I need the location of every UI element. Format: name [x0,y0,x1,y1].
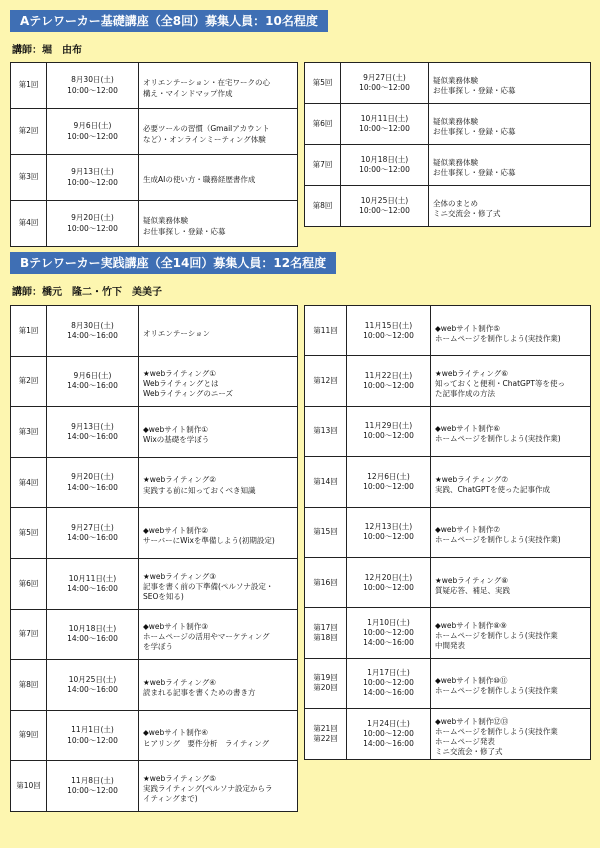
session-content-line: お仕事探し・登録・応募 [433,168,516,177]
session-content-line: 全体のまとめ [433,198,478,208]
session-date: 11月15日(土) [364,320,413,330]
session-content-line: ★webライティング⑥ [435,368,508,378]
session-time: 14:00～16:00 [67,381,118,391]
session-date: 11月8日(土) [71,776,114,786]
session-number-text: 第6回 [312,118,333,128]
session-content-line: を学ぼう [143,642,173,652]
session-content-line: 実践ライティング(ペルソナ設定からラ [143,784,273,794]
session-content-line: ミニ交流会・修了式 [433,209,501,218]
session-number-text: 第1回 [18,80,39,90]
schedule-row [305,608,591,658]
session-content [139,660,298,711]
session-time: 14:00～16:00 [67,634,118,644]
session-number [305,709,347,759]
session-content [429,145,591,186]
session-content-line: ★webライティング① [143,369,216,379]
schedule-row [11,761,298,812]
session-time: 14:00～16:00 [67,431,118,441]
session-content [431,608,591,658]
session-datetime [47,306,139,357]
session-content-line: お仕事探し・登録・応募 [143,226,226,236]
session-time: 14:00～16:00 [67,583,118,593]
session-content [139,558,298,609]
session-datetime [341,186,429,227]
session-content-line: Webライティングとは [143,379,219,389]
schedule-row [305,104,591,145]
session-datetime [347,406,431,456]
schedule-row [11,660,298,711]
schedule-row [305,63,591,104]
session-datetime [347,457,431,507]
session-content-line: お仕事探し・登録・応募 [433,86,516,95]
schedule-row [305,709,591,759]
session-number [11,508,47,559]
session-number [305,507,347,557]
session-datetime [347,608,431,658]
session-date: 9月6日(土) [73,121,112,131]
session-time: 10:00～12:00 [359,124,410,133]
session-content-line: ◆webサイト制作⑦ [435,525,500,535]
course-a-schedule-left [10,62,298,247]
session-content-line: など）・オンラインミーティング体験 [143,134,266,144]
session-content-line: ◆webサイト制作⑩⑪ [435,676,508,686]
session-content-line: 疑似業務体験 [433,116,478,126]
schedule-row [11,356,298,407]
session-content-line: 生成AIの使い方・職務経歴書作成 [143,175,256,185]
schedule-row [11,558,298,609]
schedule-row [11,201,298,247]
session-datetime [47,63,139,109]
session-content-line: 中間発表 [435,641,465,651]
session-content-line: ホームページ発表 [435,736,495,746]
session-time: 10:00～12:00 [67,735,118,745]
session-content [139,155,298,201]
session-datetime [347,557,431,607]
session-content-line: ★webライティング⑦ [435,474,508,484]
session-number-text: 第4回 [18,218,39,228]
session-datetime [347,507,431,557]
schedule-row [305,186,591,227]
session-content-line: Wixの基礎を学ぼう [143,434,210,444]
session-datetime [47,710,139,761]
schedule-row [11,63,298,109]
session-content [431,709,591,759]
session-date: 10月11日(土) [360,113,409,123]
session-number [305,356,347,406]
session-date: 12月13日(土) [364,522,413,532]
session-date: 1月10日(土) [367,617,410,627]
session-content-line: ヒアリング 要件分析 ライティング [143,738,270,748]
session-number-text: 第15回 [313,527,338,537]
session-time: 10:00～12:00 [67,85,118,95]
session-content-line: ◆webサイト制作⑥ [435,424,500,434]
session-content-line: イティングまで) [143,794,198,804]
session-datetime [347,356,431,406]
session-number [11,457,47,508]
session-datetime [47,558,139,609]
session-content-line: た記事作成の方法 [435,389,495,399]
session-time: 14:00～16:00 [67,533,118,543]
session-number [305,608,347,658]
session-content [431,658,591,708]
session-time: 10:00～12:00 [67,177,118,187]
session-time: 10:00～12:00 [67,786,118,796]
session-number [305,145,341,186]
session-number [305,557,347,607]
session-content [139,109,298,155]
session-date: 9月27日(土) [71,523,114,533]
session-content-line: 疑似業務体験 [143,216,188,226]
session-time: 14:00～16:00 [363,738,414,748]
session-datetime [47,761,139,812]
session-date: 1月17日(土) [367,668,410,678]
session-number [11,155,47,201]
session-time: 10:00～12:00 [363,431,414,441]
session-date: 10月11日(土) [68,573,117,583]
schedule-row [11,609,298,660]
session-content-line: SEOを知る) [143,591,184,601]
session-content [139,457,298,508]
session-content [139,407,298,458]
session-content [139,508,298,559]
session-number-text: 第8回 [312,200,333,210]
schedule-row [305,356,591,406]
session-number-text: 第3回 [18,172,39,182]
session-content-line: ★webライティング③ [143,571,216,581]
session-number [305,104,341,145]
session-content-line: ◆webサイト制作⑧⑨ [435,620,507,630]
session-content-line: ミニ交流会・修了式 [435,746,503,756]
session-datetime [47,457,139,508]
course-b-title: Bテレワーカー実践講座（全14回）募集人員：12名程度 [10,252,336,274]
session-number [11,201,47,247]
session-number [11,306,47,357]
session-content [431,356,591,406]
session-content [431,306,591,356]
schedule-row [305,306,591,356]
session-content [431,507,591,557]
session-content [429,63,591,104]
schedule-row [11,306,298,357]
session-time: 10:00～12:00 [363,481,414,491]
session-number [11,356,47,407]
session-content-line: サーバーにWixを準備しよう(初期設定) [143,536,275,546]
session-date: 9月6日(土) [73,371,112,381]
session-date: 8月30日(土) [71,320,114,330]
session-number-text: 第11回 [313,325,338,335]
schedule-row [11,407,298,458]
session-datetime [47,407,139,458]
session-content-line: 疑似業務体験 [433,157,478,167]
session-content [139,306,298,357]
session-content [139,710,298,761]
session-datetime [47,109,139,155]
session-date: 11月29日(土) [364,421,413,431]
session-date: 10月18日(土) [360,154,409,164]
session-date: 10月25日(土) [68,674,117,684]
session-number-text: 第5回 [312,77,333,87]
session-datetime [341,104,429,145]
schedule-row [305,507,591,557]
session-date: 9月20日(土) [71,472,114,482]
session-time: 10:00～12:00 [363,678,414,688]
session-datetime [347,709,431,759]
session-date: 12月20日(土) [364,572,413,582]
session-content-line: 実践、ChatGPTを使った記事作成 [435,484,550,494]
session-number-text: 第14回 [313,476,338,486]
session-datetime [47,356,139,407]
session-number-text: 第2回 [18,376,39,386]
schedule-row [11,155,298,201]
session-content-line: 必要ツールの習慣（Gmailアカウント [143,124,270,134]
course-b-schedule-left [10,305,298,812]
session-number [11,761,47,812]
session-time: 10:00～12:00 [359,165,410,174]
course-a-instructor: 講師：堀 由布 [12,45,82,56]
session-datetime [47,508,139,559]
session-number [305,658,347,708]
session-content [139,201,298,247]
session-datetime [47,201,139,247]
session-time: 10:00～12:00 [359,83,410,92]
session-content-line: オリエンテーション・在宅ワークの心 [143,78,271,88]
session-date: 11月22日(土) [364,370,413,380]
session-number-text: 第19回 [313,673,338,683]
session-number-text: 第18回 [313,633,338,643]
schedule-row [305,457,591,507]
session-number-text: 第3回 [18,426,39,436]
session-content-line: ★webライティング⑤ [143,773,216,783]
session-number-text: 第20回 [313,683,338,693]
session-date: 10月25日(土) [360,195,409,205]
session-number-text: 第13回 [313,426,338,436]
session-time: 10:00～12:00 [67,223,118,233]
session-content-line: ホームページの活用やマーケティング [143,632,270,642]
session-content-line: ★webライティング⑧ [435,575,508,585]
session-content-line: 読まれる記事を書くための書き方 [143,687,256,697]
session-time: 10:00～12:00 [363,728,414,738]
schedule-row [11,508,298,559]
session-number-text: 第2回 [18,126,39,136]
course-a-title: Aテレワーカー基礎講座（全8回）募集人員：10名程度 [10,10,328,32]
session-number-text: 第9回 [18,730,39,740]
session-number [11,63,47,109]
schedule-row [11,710,298,761]
session-number [11,710,47,761]
session-time: 14:00～16:00 [67,684,118,694]
session-number [11,609,47,660]
session-date: 9月27日(土) [363,72,406,82]
schedule-row [305,406,591,456]
session-date: 10月18日(土) [68,624,117,634]
session-content-line: ホームページを制作しよう(実技作業) [435,535,561,545]
session-date: 11月1日(土) [71,725,114,735]
session-datetime [341,145,429,186]
session-content [429,186,591,227]
session-number [305,457,347,507]
session-date: 9月13日(土) [71,167,114,177]
session-number-text: 第17回 [313,622,338,632]
schedule-row [305,557,591,607]
session-number-text: 第22回 [313,733,338,743]
session-date: 9月13日(土) [71,421,114,431]
session-content-line: ◆webサイト制作① [143,424,208,434]
session-content [431,557,591,607]
session-content-line: ◆webサイト制作⑫⑬ [435,716,509,726]
session-number [11,407,47,458]
schedule-row [305,145,591,186]
session-number-text: 第7回 [18,629,39,639]
session-content [431,406,591,456]
session-datetime [347,658,431,708]
session-datetime [347,306,431,356]
session-content-line: 質疑応答、補足、実践 [435,585,510,595]
session-content-line: 実践する前に知っておくべき知識 [143,485,256,495]
course-b-instructor: 講師：橋元 隆二・竹下 美美子 [12,287,162,298]
session-number-text: 第7回 [312,159,333,169]
session-content-line: ホームページを制作しよう(実技作業 [435,726,558,736]
session-datetime [47,155,139,201]
session-datetime [341,63,429,104]
session-number-text: 第12回 [313,376,338,386]
session-content-line: 知っておくと便利・ChatGPT等を使っ [435,379,565,389]
session-content-line: 構え・マインドマップ作成 [143,88,233,98]
session-datetime [47,660,139,711]
schedule-row [11,109,298,155]
session-content-line: 疑似業務体験 [433,75,478,85]
session-content-line: ◆webサイト制作⑤ [435,323,500,333]
session-content [429,104,591,145]
session-content-line: ホームページを制作しよう(実技作業) [435,434,561,444]
course-b-schedule-right [304,305,591,760]
session-time: 10:00～12:00 [363,381,414,391]
session-content [139,63,298,109]
session-content [139,761,298,812]
session-content-line: ホームページを制作しよう(実技作業 [435,686,558,696]
session-number [305,186,341,227]
course-a-schedule-right [304,62,591,227]
session-time: 14:00～16:00 [363,638,414,648]
session-time: 10:00～12:00 [363,582,414,592]
session-number-text: 第16回 [313,577,338,587]
session-date: 9月20日(土) [71,213,114,223]
session-number-text: 第6回 [18,578,39,588]
session-time: 14:00～16:00 [67,330,118,340]
session-date: 8月30日(土) [71,75,114,85]
session-content-line: ◆webサイト制作④ [143,728,208,738]
session-time: 10:00～12:00 [359,206,410,215]
session-content [139,609,298,660]
session-datetime [47,609,139,660]
session-number [11,109,47,155]
session-time: 10:00～12:00 [363,532,414,542]
session-content-line: お仕事探し・登録・応募 [433,127,516,136]
session-number [305,406,347,456]
session-number-text: 第10回 [16,781,41,791]
session-content-line: ★webライティング② [143,475,216,485]
session-number [11,660,47,711]
session-content-line: 記事を書く前の下準備(ペルソナ設定・ [143,581,274,591]
session-time: 14:00～16:00 [363,688,414,698]
session-content-line: ◆webサイト制作② [143,526,208,536]
session-content-line: ◆webサイト制作③ [143,622,208,632]
session-time: 10:00～12:00 [363,330,414,340]
session-number-text: 第4回 [18,477,39,487]
session-content-line: ★webライティング④ [143,677,216,687]
session-time: 14:00～16:00 [67,482,118,492]
session-number [305,306,347,356]
session-date: 12月6日(土) [367,471,410,481]
session-number-text: 第5回 [18,528,39,538]
session-number-text: 第8回 [18,679,39,689]
session-number [11,558,47,609]
session-number-text: 第21回 [313,723,338,733]
session-number [305,63,341,104]
session-content-line: Webライティングのニーズ [143,389,234,399]
session-content-line: オリエンテーション [143,328,211,338]
session-time: 10:00～12:00 [363,627,414,637]
schedule-row [11,457,298,508]
session-content-line: ホームページを制作しよう(実技作業 [435,630,558,640]
session-content-line: ホームページを制作しよう(実技作業) [435,333,561,343]
schedule-row [305,658,591,708]
session-date: 1月24日(土) [367,718,410,728]
session-content [431,457,591,507]
session-number-text: 第1回 [18,325,39,335]
session-content [139,356,298,407]
session-time: 10:00～12:00 [67,131,118,141]
